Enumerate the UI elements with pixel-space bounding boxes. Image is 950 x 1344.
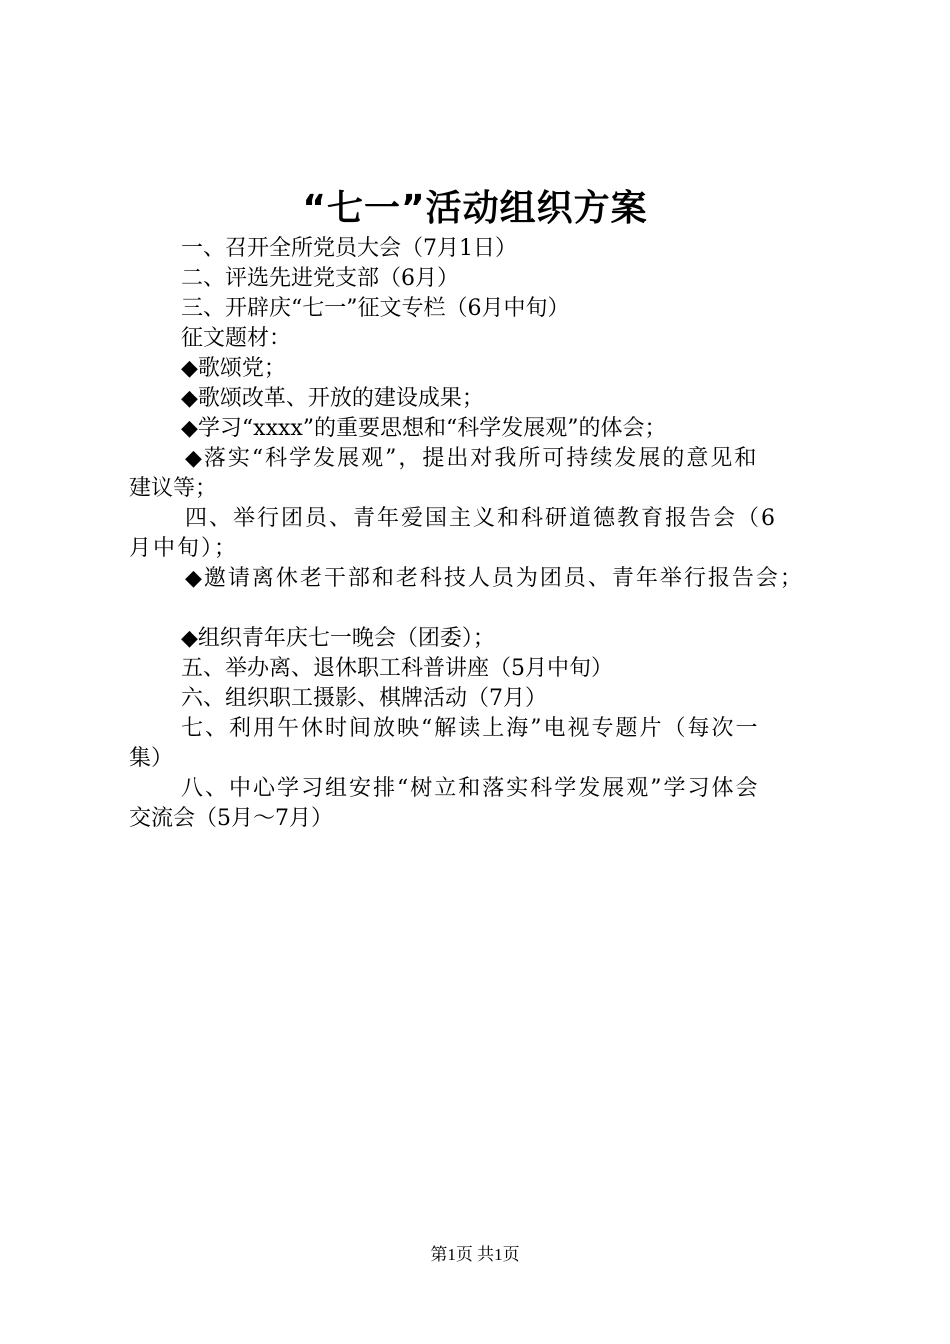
page-title: “七一”活动组织方案	[302, 188, 648, 229]
topic-bullet-3: ◆学习“xxxx”的重要思想和“科学发展观”的体会；	[181, 416, 667, 441]
item-7-continued: 集）	[129, 746, 174, 771]
item-8: 八、中心学习组安排“树立和落实科学发展观”学习体会	[181, 776, 760, 801]
item-4: 四、举行团员、青年爱国主义和科研道德教育报告会（6	[185, 506, 777, 531]
topic-bullet-4-continued: 建议等；	[129, 476, 218, 501]
essay-topics-heading: 征文题材：	[181, 326, 292, 351]
blank-line	[129, 594, 841, 624]
item-8-continued: 交流会（5月～7月）	[129, 806, 333, 831]
item-1: 一、召开全所党员大会（7月1日）	[181, 236, 517, 261]
item-4-bullet-1: ◆邀请离休老干部和老科技人员为团员、青年举行报告会；	[185, 566, 804, 591]
item-7: 七、利用午休时间放映“解读上海”电视专题片（每次一	[181, 716, 760, 741]
item-6: 六、组织职工摄影、棋牌活动（7月）	[181, 686, 547, 711]
page-footer: 第1页 共1页	[430, 1245, 520, 1264]
item-2: 二、评选先进党支部（6月）	[181, 266, 459, 291]
item-5: 五、举办离、退休职工科普讲座（5月中旬）	[181, 656, 613, 681]
item-4-continued: 月中旬）；	[129, 536, 239, 561]
document-body	[129, 234, 841, 834]
topic-bullet-2: ◆歌颂改革、开放的建设成果；	[181, 386, 484, 411]
item-4-bullet-2: ◆组织青年庆七一晚会（团委）；	[181, 626, 495, 651]
topic-bullet-4: ◆落实“科学发展观”，提出对我所可持续发展的意见和	[185, 446, 759, 471]
topic-bullet-1: ◆歌颂党；	[181, 356, 286, 381]
item-3: 三、开辟庆“七一”征文专栏（6月中旬）	[181, 296, 570, 321]
